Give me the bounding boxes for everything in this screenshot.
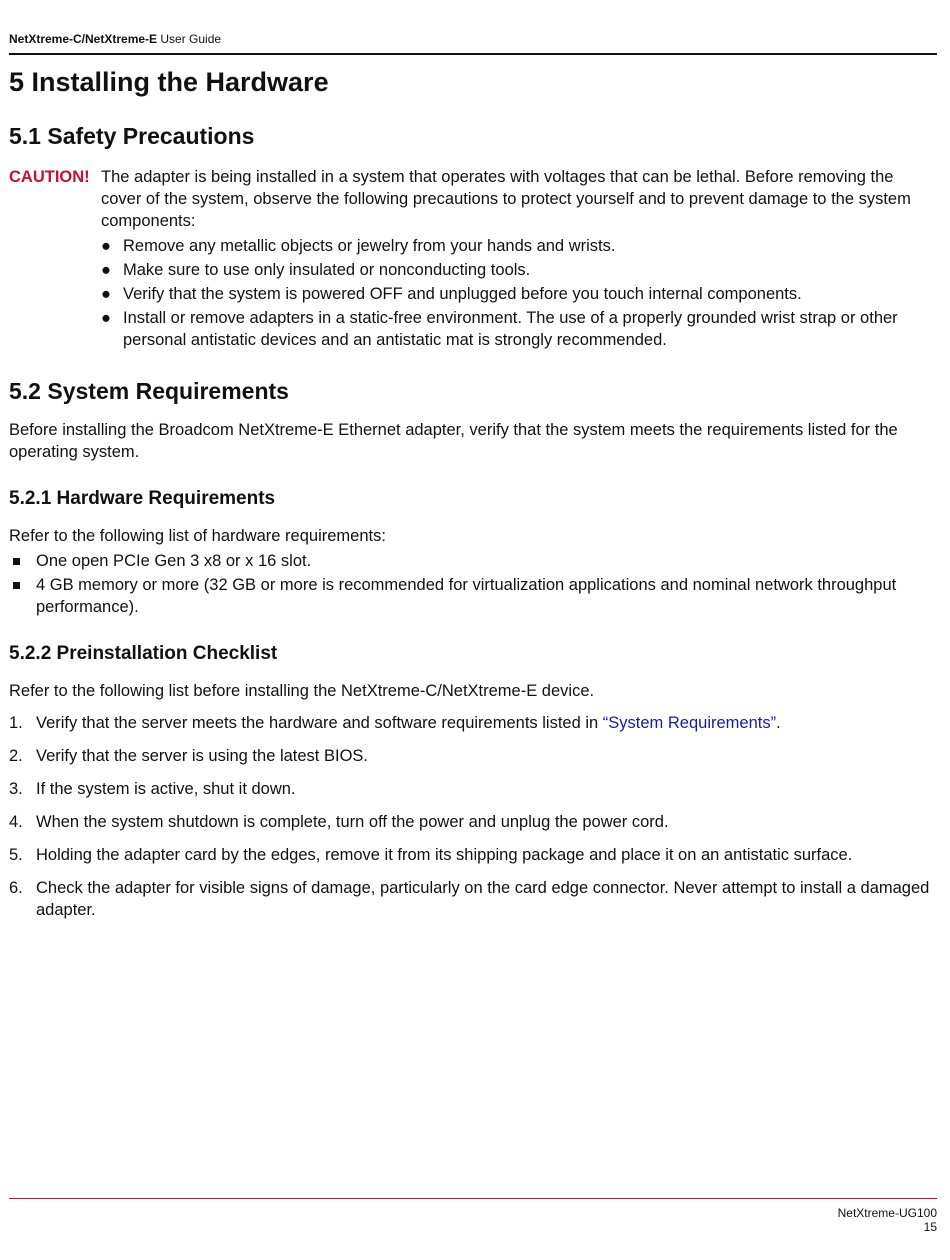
bullet-icon: ● [101, 285, 111, 303]
caution-text: The adapter is being installed in a system that operates with voltages that can be lethal. Before removing the cover of the system, observe the following precautions to protect yourself and to prevent damage to the system components: [101, 168, 911, 230]
list-item: 6. Check the adapter for visible signs of damage, particularly on the card edge connector. Never attempt to install a damaged adapter. [9, 879, 930, 919]
step-number: 5. [9, 846, 23, 864]
list-item: 4 GB memory or more (32 GB or more is recommended for virtualization applications and nominal network throughput performance). [9, 574, 937, 618]
header-rule [9, 53, 937, 55]
system-requirements-intro: Before installing the Broadcom NetXtreme-E Ethernet adapter, verify that the system meets the requirements listed for the operating system. [9, 421, 898, 461]
list-item: ● Verify that the system is powered OFF and unplugged before you touch internal components. [101, 285, 802, 303]
square-bullet-icon [13, 558, 20, 565]
running-footer [838, 1206, 937, 1234]
hardware-list [9, 550, 937, 618]
list-item: 3. If the system is active, shut it down. [9, 780, 296, 798]
step-number: 4. [9, 813, 23, 831]
header-guide: User Guide [157, 32, 222, 46]
step-number: 2. [9, 747, 23, 765]
page-content [9, 60, 937, 932]
running-header [9, 32, 221, 46]
step-number: 3. [9, 780, 23, 798]
list-item: ● Install or remove adapters in a static-free environment. The use of a properly grounded wrist strap or other personal antistatic devices and an antistatic mat is strongly recommended. [101, 309, 898, 349]
section-title-system-requirements: 5.2 System Requirements [9, 378, 289, 404]
checklist-intro: Refer to the following list before installing the NetXtreme-C/NetXtreme-E device. [9, 682, 595, 700]
page-number: 15 [923, 1220, 937, 1234]
list-item: One open PCIe Gen 3 x8 or x 16 slot. [9, 550, 937, 572]
list-item: ● Make sure to use only insulated or nonconducting tools. [101, 261, 531, 279]
list-item: 1. Verify that the server meets the hardware and software requirements listed in “System Requirements”. [9, 714, 781, 732]
list-item: ● Remove any metallic objects or jewelry from your hands and wrists. [101, 237, 616, 255]
footer-rule [9, 1198, 937, 1199]
system-requirements-link[interactable]: “System Requirements” [602, 714, 777, 732]
list-item: 5. Holding the adapter card by the edges, remove it from its shipping package and place it on an antistatic surface. [9, 846, 853, 864]
bullet-icon: ● [101, 261, 111, 279]
step-number: 1. [9, 714, 23, 732]
bullet-icon: ● [101, 309, 111, 327]
caution-block [9, 166, 937, 353]
step-number: 6. [9, 879, 23, 897]
subsection-title-hardware: 5.2.1 Hardware Requirements [9, 488, 276, 509]
caution-label: CAUTION! [9, 168, 90, 186]
list-item: 4. When the system shutdown is complete, turn off the power and unplug the power cord. [9, 813, 669, 831]
hardware-intro: Refer to the following list of hardware requirements: [9, 527, 386, 545]
footer-doc-id: NetXtreme-UG100 [837, 1206, 937, 1220]
checklist-steps [9, 712, 937, 921]
square-bullet-icon [13, 582, 20, 589]
subsection-title-checklist: 5.2.2 Preinstallation Checklist [9, 643, 278, 664]
header-product: NetXtreme-C/NetXtreme-E [9, 32, 158, 46]
bullet-icon: ● [101, 237, 111, 255]
chapter-title: 5 Installing the Hardware [9, 67, 329, 97]
caution-body [101, 166, 937, 353]
section-title-safety: 5.1 Safety Precautions [9, 123, 255, 149]
safety-list [101, 235, 937, 351]
list-item: 2. Verify that the server is using the latest BIOS. [9, 747, 368, 765]
